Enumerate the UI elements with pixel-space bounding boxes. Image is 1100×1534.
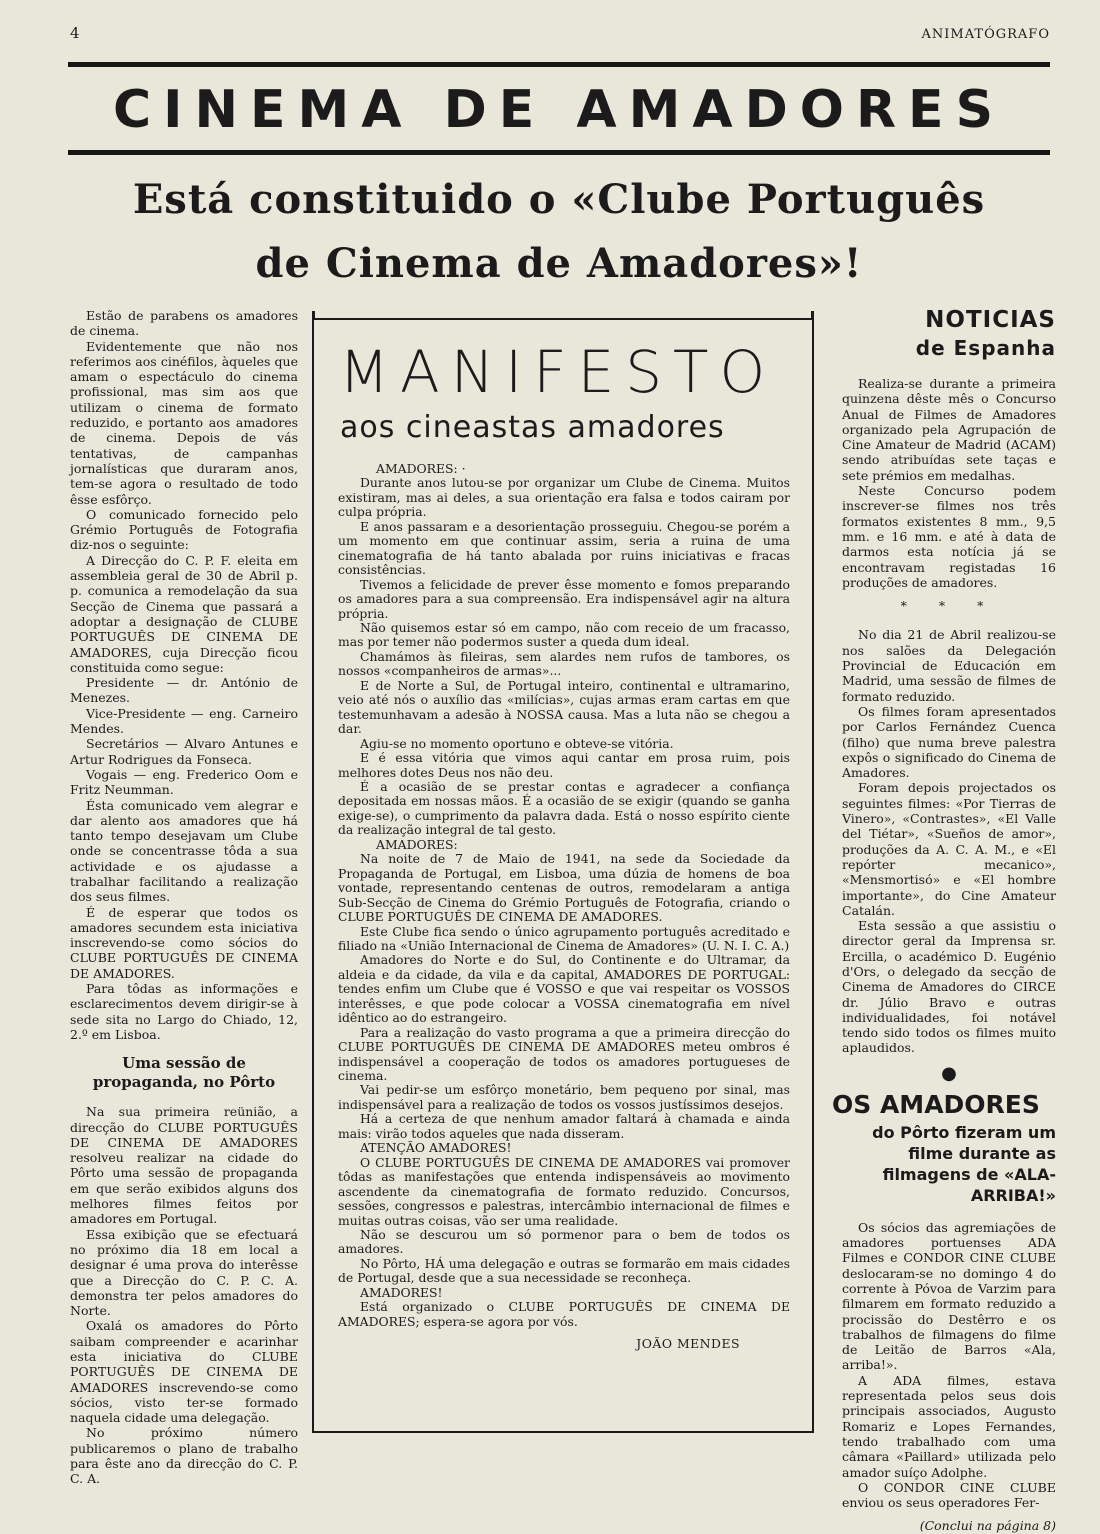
headline: [68, 168, 1050, 296]
left-paragraph: Estão de parabens os amadores de cinema.: [70, 308, 298, 339]
noticias-subtitle: de Espanha: [915, 336, 1056, 360]
left-paragraph: Para tôdas as informações e esclarecimentos devem dirigir-se à sede sita no Largo do Chiado, 12, 2.º em Lisboa.: [70, 981, 298, 1042]
manifesto-paragraph: E de Norte a Sul, de Portugal inteiro, continental e ultramarino, veio até nós o auxílio das «milícias», cujas armas eram cartas em que testemunhavam a adesão à NOSSA causa. Mas a luta não se chegou a dar.: [338, 677, 790, 737]
manifesto-paragraph: E é essa vitória que vimos aqui cantar em prosa ruim, pois melhores dotes Deus nos não deu.: [338, 750, 790, 780]
right-paragraph: Esta sessão a que assistiu o director geral da Imprensa sr. Ercilla, o académico D. Eugénio d'Ors, o delegado da secção de Cinema de Amadores do CIRCE dr. Júlio Bravo e outras individualidades, foi notável tendo sido todos os filmes muito aplaudidos.: [842, 918, 1056, 1056]
amadores-title: OS AMADORES: [832, 1089, 1040, 1119]
manifesto-paragraph: Agiu-se no momento oportuno e obteve-se vitória.: [360, 735, 674, 751]
left-paragraph: No próximo número publicaremos o plano de trabalho para êste ano da direcção do C. P. C. A.: [70, 1425, 298, 1487]
left-paragraph: O comunicado fornecido pelo Grémio Português de Fotografia diz-nos o seguinte:: [70, 506, 298, 553]
manifesto-paragraph: ATENÇÃO AMADORES!: [360, 1140, 512, 1156]
amadores-subtitle: do Pôrto fizeram um filme durante as filmagens de «ALA-ARRIBA!»: [872, 1122, 1056, 1205]
left-paragraph: Essa exibição que se efectuará no próximo dia 18 em local a designar é uma prova do interêsse que a Direcção do C. P. C. A. demonstra ter pelos amadores do Norte.: [70, 1226, 298, 1319]
box-corner-mark: [312, 311, 315, 319]
noticias-title: NOTICIAS: [925, 307, 1056, 333]
manifesto-box: [312, 318, 814, 1433]
manifesto-paragraph: Há a certeza de que nenhum amador faltará à chamada e ainda mais: virão todos aqueles que nada disseram.: [338, 1111, 790, 1141]
left-column: [70, 308, 298, 1487]
manifesto-title: MANIFESTO: [339, 338, 777, 406]
page-number: 4: [70, 24, 80, 42]
section-banner: CINEMA DE AMADORES: [112, 80, 1006, 140]
manifesto-signature: JOÃO MENDES: [636, 1336, 740, 1352]
left-paragraph: Secretários — Alvaro Antunes e Artur Rodrigues da Fonseca.: [70, 736, 298, 767]
manifesto-paragraph: AMADORES:: [376, 836, 458, 852]
bullet-divider: ●: [941, 1062, 957, 1084]
manifesto-paragraph: Tivemos a felicidade de prever êsse momento e fomos preparando os amadores para a sua compreensão. Era indispensável agir na altura própria.: [338, 576, 790, 621]
right-paragraph: Neste Concurso podem inscrever-se filmes nos três formatos existentes 8 mm., 9,5 mm. e 16 mm. e até à data de darmos esta notícia já se encontravam registadas 16 produções de amadores.: [842, 483, 1056, 590]
right-paragraph: Os filmes foram apresentados por Carlos Fernández Cuenca (filho) que numa breve palestra expôs o significado do Cinema de Amadores.: [842, 703, 1056, 781]
manifesto-paragraph: Chamámos às fileiras, sem alardes nem rufos de tambores, os nossos «companheiros de armas»...: [338, 648, 790, 679]
manifesto-paragraph: Na noite de 7 de Maio de 1941, na sede da Sociedade da Propaganda de Portugal, em Lisboa, uma dúzia de homens de boa vontade, representando centenas de outros, remodelaram a antiga Sub-Secção de Cinema do Grémio Português de Fotografia, criando o CLUBE PORTUGUÊS DE CINEMA DE AMADORES.: [338, 851, 790, 925]
manifesto-paragraph: Está organizado o CLUBE PORTUGUÊS DE CINEMA DE AMADORES; espera-se agora por vós.: [338, 1299, 790, 1329]
right-paragraph: No dia 21 de Abril realizou-se nos salões da Delegación Provincial de Educación em Madrid, uma sessão de filmes de formato reduzido.: [842, 627, 1056, 704]
box-corner-mark: [811, 311, 814, 319]
section-divider-stars: * * *: [900, 598, 998, 614]
manifesto-paragraph: Durante anos lutou-se por organizar um Clube de Cinema. Muitos existiram, mas ai deles, a sua orientação era falsa e todos cairam por culpa própria.: [338, 475, 790, 520]
manifesto-paragraph: E anos passaram e a desorientação prosseguiu. Chegou-se porém a um momento em que continuar assim, seria a ruina de uma cinematografia de há tanto abalada por ruins iniciativas e fracas consistências.: [338, 518, 790, 578]
left-paragraph: Presidente — dr. António de Menezes.: [70, 675, 298, 706]
manifesto-paragraph: Para a realização do vasto programa a que a primeira direcção do CLUBE PORTUGUÊS DE CINEMA DE AMADORES meteu ombros é indispensável a cooperação de todos os amadores portugueses de cinema.: [338, 1024, 790, 1084]
left-paragraph: Oxalá os amadores do Pôrto saibam compreender e acarinhar esta iniciativa do CLUBE PORTUGUÊS DE CINEMA DE AMADORES inscrevendo-se como sócios, visto ter-se formado naquela cidade uma delegação.: [70, 1318, 298, 1426]
left-paragraph: Evidentemente que não nos referimos aos cinéfilos, àqueles que amam o espectáculo do cinema profissional, mas sim aos que utilizam o cinema de formato reduzido, e portanto aos amadores de cinema. Depois de vás tentativas, de campanhas jornalísticas que duraram anos, tem-se agora o resultado de todo êsse esfôrço.: [70, 338, 298, 507]
left-paragraph: Vogais — eng. Frederico Oom e Fritz Neumman.: [70, 766, 298, 798]
manifesto-subtitle: aos cineastas amadores: [340, 410, 725, 445]
left-subhead: Uma sessão de propaganda, no Pôrto: [92, 1054, 276, 1092]
manifesto-body: [338, 462, 790, 1352]
manifesto-paragraph: Amadores do Norte e do Sul, do Continente e do Ultramar, da aldeia e da cidade, da vila e da capital, AMADORES DE PORTUGAL: tendes enfim um Clube que é VOSSO e que vai respeitar os VOSSOS interêsses, e que pode colocar a VOSSA cinematografia em nível idêntico ao do estrangeiro.: [338, 952, 790, 1026]
manifesto-paragraph: Não se descurou um só pormenor para o bem de todos os amadores.: [338, 1227, 790, 1257]
manifesto-paragraph: No Pôrto, HÁ uma delegação e outras se formarão em mais cidades de Portugal, desde que a sua necessidade se reconheça.: [338, 1255, 790, 1286]
banner-bottom-rule: [68, 150, 1050, 155]
left-paragraph: Na sua primeira reünião, a direcção do CLUBE PORTUGUÊS DE CINEMA DE AMADORES resolveu realizar na cidade do Pôrto uma sessão de propaganda em que serão exibidos alguns dos melhores filmes feitos por amadores em Portugal.: [70, 1104, 298, 1227]
headline-line-1: Está constituido o «Clube Português: [132, 176, 986, 223]
right-column: [832, 306, 1056, 1534]
left-paragraph: É de esperar que todos os amadores secundem esta iniciativa inscrevendo-se como sócios do CLUBE PORTUGUÊS DE CINEMA DE AMADORES.: [70, 904, 298, 981]
magazine-name: ANIMATÓGRAFO: [921, 27, 1050, 42]
right-paragraph: A ADA filmes, estava representada pelos seus dois principais associados, Augusto Romariz e Lopes Fernandes, tendo trabalhado com uma câmara «Paillard» utilizada pelo amador suíço Adolphe.: [842, 1372, 1056, 1480]
banner-top-rule: [68, 62, 1050, 67]
left-paragraph: Vice-Presidente — eng. Carneiro Mendes.: [70, 705, 298, 737]
headline-line-2: de Cinema de Amadores»!: [255, 240, 863, 287]
manifesto-paragraph: O CLUBE PORTUGUÊS DE CINEMA DE AMADORES vai promover tôdas as manifestações que entenda indispensáveis ao movimento ascendente da cinematografia de formato reduzido. Concursos, sessões, congressos e palestras, intercâmbio internacional de filmes e muitas outras coisas, vão ser uma realidade.: [338, 1154, 790, 1228]
continued-note: (Conclui na página 8): [919, 1518, 1056, 1534]
right-paragraph: Foram depois projectados os seguintes filmes: «Por Tierras de Vinero», «Contrastes», «El Valle del Tiétar», «Sueños de amor», produções da A. C. A. M., e «El repórter mecanico», «Mensmortisó» e «El hombre importante», do Cine Amateur Catalán.: [842, 780, 1056, 918]
right-paragraph: Realiza-se durante a primeira quinzena dêste mês o Concurso Anual de Filmes de Amadores organizado pela Agrupación de Cine Amateur de Madrid (ACAM) sendo atribuídas sete taças e sete prémios em medalhas.: [842, 376, 1056, 483]
manifesto-paragraph: Não quisemos estar só em campo, não com receio de um fracasso, mas por temer não podermos suster a queda dum ideal.: [338, 619, 790, 650]
manifesto-paragraph: Vai pedir-se um esfôrço monetário, bem pequeno por sinal, mas indispensável para a realização de todos os vossos justíssimos desejos.: [338, 1082, 790, 1112]
right-paragraph: O CONDOR CINE CLUBE enviou os seus operadores Fer-: [842, 1479, 1056, 1511]
left-paragraph: Ésta comunicado vem alegrar e dar alento aos amadores que há tanto tempo desejavam um Clube onde se concentrasse tôda a sua actividade e os ajudasse a trabalhar facilitando a realização dos seus filmes.: [70, 797, 298, 905]
left-paragraph: A Direcção do C. P. F. eleita em assembleia geral de 30 de Abril p. p. comunica a remodelação da sua Secção de Cinema que passará a adoptar a designação de CLUBE PORTUGUÊS DE CINEMA DE AMADORES, cuja Direcção ficou constituida como segue:: [70, 552, 298, 675]
manifesto-paragraph: AMADORES: ·: [376, 461, 466, 476]
manifesto-paragraph: AMADORES!: [360, 1284, 443, 1300]
manifesto-paragraph: É a ocasião de se prestar contas e agradecer a confiança depositada em nossas mãos. É a ocasião de se exigir (quando se ganha exige-se), o cumprimento da palavra dada. Está o nosso espírito ciente da realização integral de tal gesto.: [338, 778, 790, 838]
manifesto-paragraph: Este Clube fica sendo o único agrupamento português acreditado e filiado na «União Internacional de Cinema de Amadores» (U. N. I. C. A.): [338, 923, 790, 953]
right-paragraph: Os sócios das agremiações de amadores portuenses ADA Filmes e CONDOR CINE CLUBE deslocaram-se no domingo 4 do corrente à Póvoa de Varzim para filmarem em formato reduzido a procissão do Destêrro e os trabalhos de filmagens do filme de Leitão de Barros «Ala, arriba!».: [842, 1219, 1056, 1373]
